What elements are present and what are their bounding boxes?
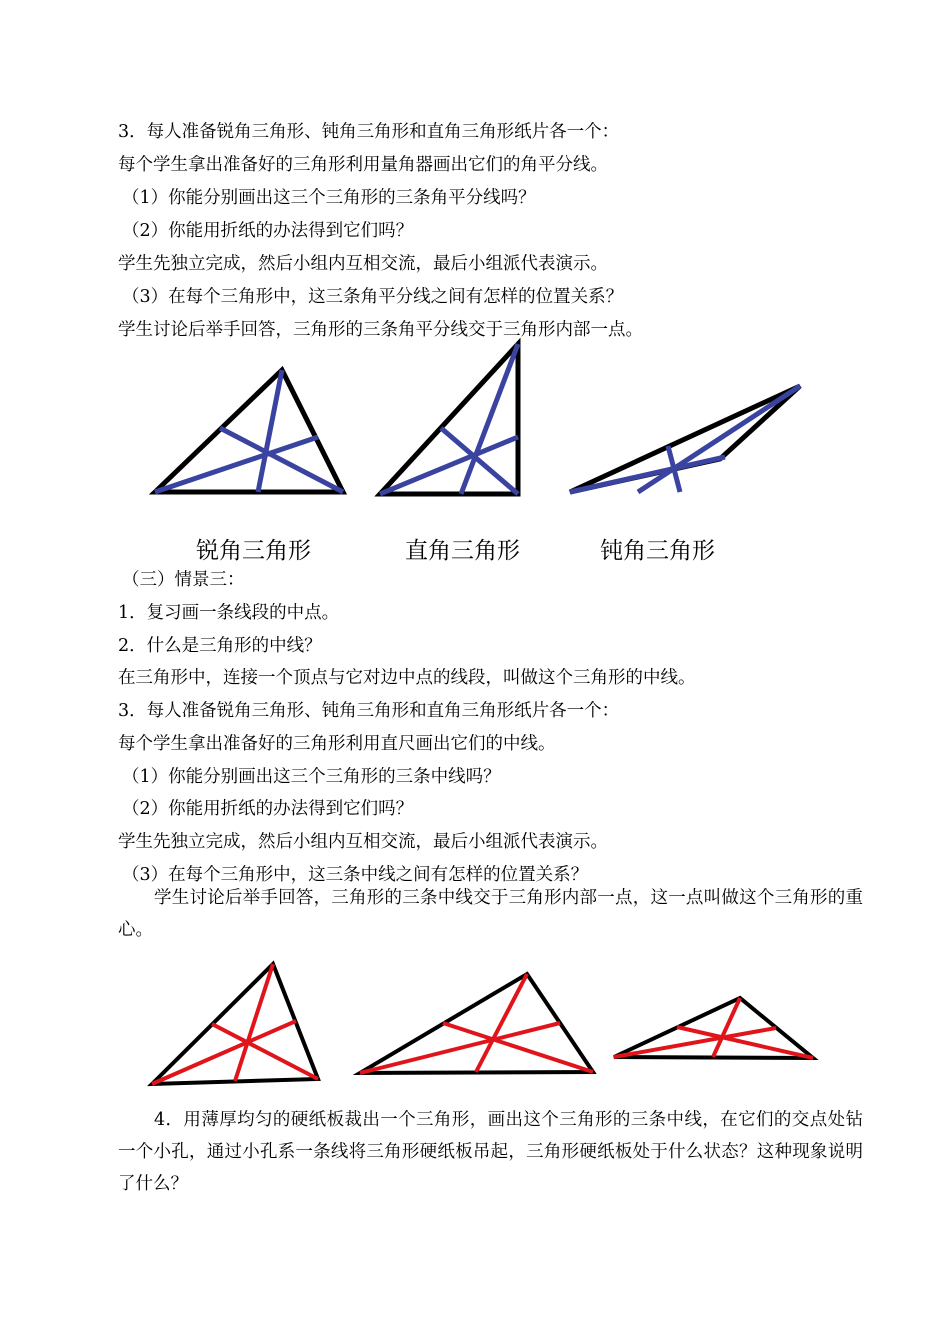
obtuse-triangle-outline <box>570 386 800 492</box>
right-triangle-bisectors <box>380 344 518 494</box>
acute-triangle-outline <box>155 370 343 492</box>
acute-triangle-bisectors <box>155 370 343 492</box>
obtuse-triangle-bisectors <box>570 386 800 492</box>
angle-bisector-figure <box>0 330 950 510</box>
caption-right-triangle: 直角三角形 <box>405 538 520 564</box>
right-bisector-a <box>380 437 518 494</box>
caption-acute-triangle: 锐角三角形 <box>196 538 311 564</box>
s2-item-1: 1．复习画一条线段的中点。 <box>118 603 340 623</box>
median-triangle-2 <box>360 974 593 1073</box>
s2-heading: （三）情景三： <box>122 570 245 590</box>
median-triangle-1 <box>152 964 318 1084</box>
s2-work: 学生先独立完成，然后小组内互相交流，最后小组派代表演示。 <box>118 832 608 852</box>
median-triangle-3-outline <box>614 998 813 1058</box>
s1-question-1: （1）你能分别画出这三个三角形的三条角平分线吗？ <box>122 188 536 208</box>
s1-question-2: （2）你能用折纸的办法得到它们吗？ <box>122 221 414 241</box>
s1-question-3: （3）在每个三角形中，这三条角平分线之间有怎样的位置关系？ <box>122 287 624 307</box>
obtuse-bisector-b <box>638 386 800 492</box>
s3-item-4: 4．用薄厚均匀的硬纸板裁出一个三角形，画出这个三角形的三条中线，在它们的交点处钻一个小孔，通过小孔系一条线将三角形硬纸板吊起，三角形硬纸板处于什么状态？这种现象说明了什么？ <box>118 1110 863 1194</box>
right-bisector-c <box>441 428 518 494</box>
s1-work: 学生先独立完成，然后小组内互相交流，最后小组派代表演示。 <box>118 254 608 274</box>
s2-question-3: （3）在每个三角形中，这三条中线之间有怎样的位置关系？ <box>122 865 589 885</box>
s1-answer: 学生讨论后举手回答，三角形的三条角平分线交于三角形内部一点。 <box>118 320 643 340</box>
s2-definition: 在三角形中，连接一个顶点与它对边中点的线段，叫做这个三角形的中线。 <box>118 668 696 688</box>
median-triangle-3 <box>614 998 813 1058</box>
caption-obtuse-triangle: 钝角三角形 <box>600 538 715 564</box>
s2-task: 每个学生拿出准备好的三角形利用直尺画出它们的中线。 <box>118 734 556 754</box>
s1-task: 每个学生拿出准备好的三角形利用量角器画出它们的角平分线。 <box>118 155 608 175</box>
s2-intro: 3．每人准备锐角三角形、钝角三角形和直角三角形纸片各一个： <box>118 701 620 721</box>
s1-intro: 3．每人准备锐角三角形、钝角三角形和直角三角形纸片各一个： <box>118 122 620 142</box>
right-triangle-outline <box>380 344 518 494</box>
s2-answer: 学生讨论后举手回答，三角形的三条中线交于三角形内部一点，这一点叫做这个三角形的重心。 <box>118 888 863 940</box>
median-figure <box>0 955 950 1095</box>
s2-question-1: （1）你能分别画出这三个三角形的三条中线吗？ <box>122 767 501 787</box>
s2-item-2: 2．什么是三角形的中线？ <box>118 636 322 656</box>
s2-question-2: （2）你能用折纸的办法得到它们吗？ <box>122 799 414 819</box>
